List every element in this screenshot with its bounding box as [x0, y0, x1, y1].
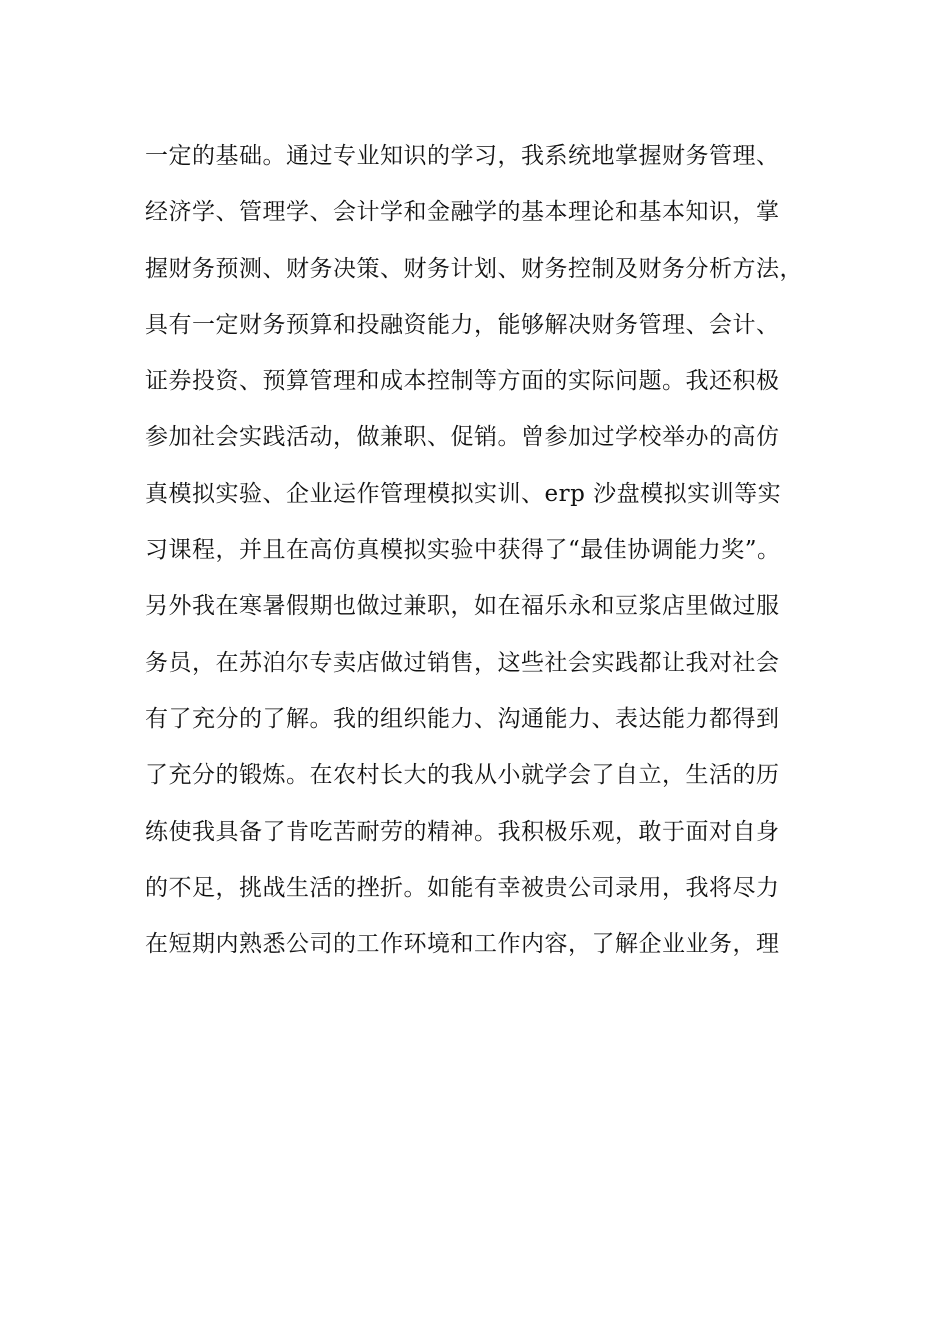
text-line: 务员，在苏泊尔专卖店做过销售，这些社会实践都让我对社会 — [145, 649, 780, 676]
text-line: 具有一定财务预算和投融资能力，能够解决财务管理、会计、 — [145, 311, 780, 338]
text-line: 练使我具备了肯吃苦耐劳的精神。我积极乐观，敢于面对自身 — [145, 818, 780, 845]
text-line: 另外我在寒暑假期也做过兼职，如在福乐永和豆浆店里做过服 — [145, 593, 780, 620]
body-text — [145, 128, 845, 972]
text-line: 在短期内熟悉公司的工作环境和工作内容，了解企业业务，理 — [145, 931, 780, 958]
text-line: 经济学、管理学、会计学和金融学的基本理论和基本知识，掌 — [145, 199, 780, 226]
text-line: 了充分的锻炼。在农村长大的我从小就学会了自立，生活的历 — [145, 762, 780, 789]
text-line: 有了充分的了解。我的组织能力、沟通能力、表达能力都得到 — [145, 705, 780, 732]
text-line: 握财务预测、财务决策、财务计划、财务控制及财务分析方法， — [145, 255, 803, 282]
text-line: 参加社会实践活动，做兼职、促销。曾参加过学校举办的高仿 — [145, 424, 780, 451]
text-line: 一定的基础。通过专业知识的学习，我系统地掌握财务管理、 — [145, 143, 780, 169]
text-line: 习课程，并且在高仿真模拟实验中获得了“最佳协调能力奖”。 — [145, 537, 781, 564]
text-line: 的不足，挑战生活的挫折。如能有幸被贵公司录用，我将尽力 — [145, 874, 780, 901]
text-line: 真模拟实验、企业运作管理模拟实训、erp 沙盘模拟实训等实 — [145, 480, 782, 507]
text-line: 证券投资、预算管理和成本控制等方面的实际问题。我还积极 — [145, 368, 780, 395]
